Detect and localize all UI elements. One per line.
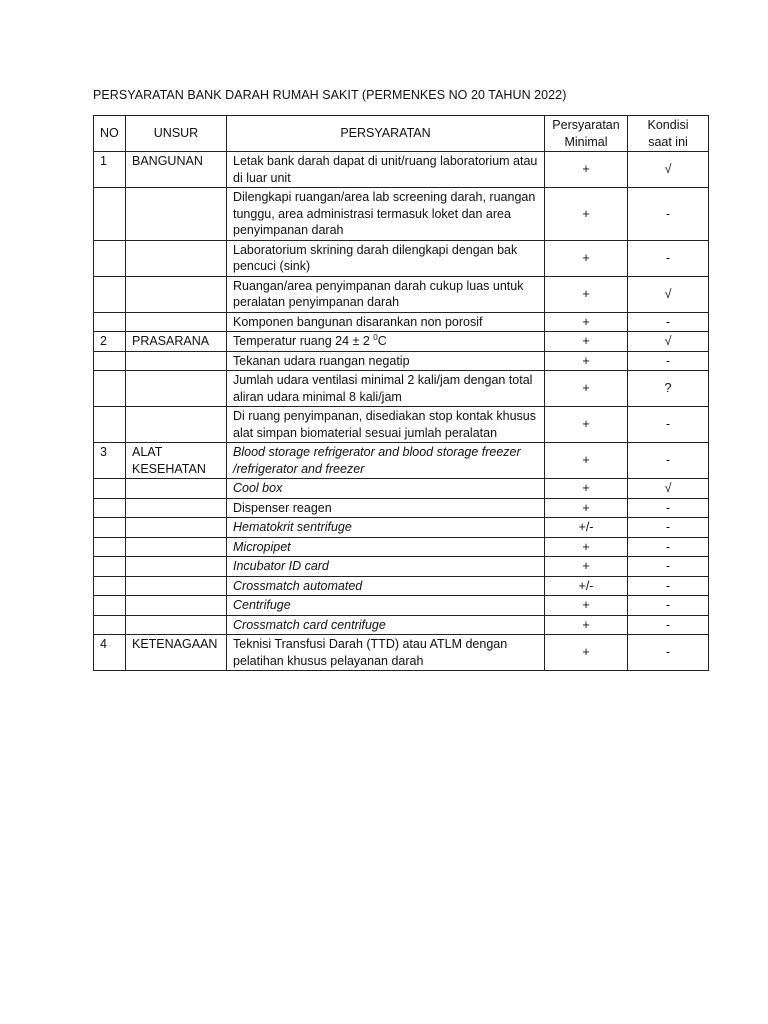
header-persyaratan: PERSYARATAN (227, 116, 545, 152)
row-unsur: BANGUNAN (126, 152, 227, 188)
row-no (94, 371, 126, 407)
row-no (94, 518, 126, 538)
row-unsur (126, 276, 227, 312)
row-no (94, 276, 126, 312)
table-row (94, 240, 709, 276)
row-kondisi-saat-ini: √ (628, 479, 709, 499)
requirements-table (93, 115, 709, 671)
row-persyaratan: Komponen bangunan disarankan non porosif (227, 312, 545, 332)
table-row (94, 596, 709, 616)
row-persyaratan: Dispenser reagen (227, 498, 545, 518)
row-persyaratan-minimal: + (545, 152, 628, 188)
row-persyaratan-minimal: + (545, 371, 628, 407)
row-unsur (126, 240, 227, 276)
row-persyaratan: Tekanan udara ruangan negatip (227, 351, 545, 371)
row-persyaratan: Micropipet (227, 537, 545, 557)
table-row (94, 537, 709, 557)
row-persyaratan-minimal: + (545, 240, 628, 276)
row-no (94, 312, 126, 332)
table-row (94, 332, 709, 352)
row-kondisi-saat-ini: - (628, 537, 709, 557)
row-kondisi-saat-ini: - (628, 615, 709, 635)
row-unsur (126, 557, 227, 577)
table-row (94, 407, 709, 443)
row-kondisi-saat-ini: - (628, 351, 709, 371)
row-unsur (126, 537, 227, 557)
row-persyaratan: Crossmatch card centrifuge (227, 615, 545, 635)
table-row (94, 371, 709, 407)
row-persyaratan-minimal: + (545, 557, 628, 577)
row-no (94, 240, 126, 276)
document-title: PERSYARATAN BANK DARAH RUMAH SAKIT (PERMENKES NO 20 TAHUN 2022) (93, 88, 567, 102)
table-row (94, 188, 709, 241)
row-persyaratan-minimal: + (545, 443, 628, 479)
row-kondisi-saat-ini: - (628, 635, 709, 671)
row-no (94, 596, 126, 616)
row-unsur (126, 576, 227, 596)
row-persyaratan: Blood storage refrigerator and blood storage freezer /refrigerator and freezer (227, 443, 545, 479)
row-persyaratan-minimal: + (545, 615, 628, 635)
row-unsur (126, 518, 227, 538)
table-row (94, 635, 709, 671)
row-kondisi-saat-ini: √ (628, 332, 709, 352)
row-persyaratan-minimal: + (545, 332, 628, 352)
row-no: 3 (94, 443, 126, 479)
row-unsur (126, 479, 227, 499)
table-row (94, 351, 709, 371)
row-no: 2 (94, 332, 126, 352)
table-row (94, 443, 709, 479)
row-unsur (126, 188, 227, 241)
row-persyaratan: Ruangan/area penyimpanan darah cukup luas untuk peralatan penyimpanan darah (227, 276, 545, 312)
table-row (94, 498, 709, 518)
row-kondisi-saat-ini: - (628, 188, 709, 241)
table-row (94, 152, 709, 188)
row-persyaratan-minimal: + (545, 498, 628, 518)
table-row (94, 576, 709, 596)
row-kondisi-saat-ini: - (628, 576, 709, 596)
row-unsur (126, 498, 227, 518)
row-persyaratan: Laboratorium skrining darah dilengkapi dengan bak pencuci (sink) (227, 240, 545, 276)
row-no (94, 351, 126, 371)
table-row (94, 615, 709, 635)
row-no (94, 557, 126, 577)
row-persyaratan-minimal: + (545, 276, 628, 312)
row-persyaratan: Hematokrit sentrifuge (227, 518, 545, 538)
row-persyaratan: Cool box (227, 479, 545, 499)
row-persyaratan: Dilengkapi ruangan/area lab screening darah, ruangan tunggu, area administrasi termasuk loket dan area penyimpanan darah (227, 188, 545, 241)
row-persyaratan-minimal: + (545, 351, 628, 371)
row-persyaratan-minimal: + (545, 479, 628, 499)
table-row (94, 518, 709, 538)
row-persyaratan: Di ruang penyimpanan, disediakan stop kontak khusus alat simpan biomaterial sesuai jumlah peralatan (227, 407, 545, 443)
header-unsur: UNSUR (126, 116, 227, 152)
row-no: 4 (94, 635, 126, 671)
table-row (94, 479, 709, 499)
row-kondisi-saat-ini: - (628, 498, 709, 518)
unit-text: C (377, 334, 387, 348)
row-persyaratan-minimal: + (545, 407, 628, 443)
row-kondisi-saat-ini: √ (628, 276, 709, 312)
row-no (94, 537, 126, 557)
row-kondisi-saat-ini: - (628, 240, 709, 276)
row-persyaratan-minimal: + (545, 635, 628, 671)
header-persyaratan-minimal: Persyaratan Minimal (545, 116, 628, 152)
row-persyaratan: Letak bank darah dapat di unit/ruang laboratorium atau di luar unit (227, 152, 545, 188)
row-kondisi-saat-ini: - (628, 596, 709, 616)
degree-superscript: 0 (373, 332, 378, 342)
row-kondisi-saat-ini: - (628, 312, 709, 332)
row-kondisi-saat-ini: - (628, 443, 709, 479)
row-persyaratan: Incubator ID card (227, 557, 545, 577)
row-no (94, 498, 126, 518)
row-unsur (126, 615, 227, 635)
row-kondisi-saat-ini: - (628, 518, 709, 538)
row-persyaratan (227, 332, 545, 352)
row-kondisi-saat-ini: - (628, 407, 709, 443)
row-persyaratan: Crossmatch automated (227, 576, 545, 596)
header-kondisi-saat-ini: Kondisi saat ini (628, 116, 709, 152)
table-row (94, 557, 709, 577)
row-unsur (126, 312, 227, 332)
table-header-row (94, 116, 709, 152)
row-persyaratan-minimal: + (545, 537, 628, 557)
row-no (94, 576, 126, 596)
row-unsur: ALAT KESEHATAN (126, 443, 227, 479)
row-no (94, 479, 126, 499)
row-unsur (126, 371, 227, 407)
header-no: NO (94, 116, 126, 152)
row-persyaratan: Jumlah udara ventilasi minimal 2 kali/jam dengan total aliran udara minimal 8 kali/jam (227, 371, 545, 407)
row-persyaratan-minimal: +/- (545, 576, 628, 596)
table-row (94, 276, 709, 312)
table-body (94, 152, 709, 671)
row-unsur: PRASARANA (126, 332, 227, 352)
table-row (94, 312, 709, 332)
persyaratan-text: Temperatur ruang 24 ± 2 (233, 334, 370, 348)
row-no (94, 407, 126, 443)
row-persyaratan: Centrifuge (227, 596, 545, 616)
row-persyaratan-minimal: + (545, 188, 628, 241)
row-kondisi-saat-ini: √ (628, 152, 709, 188)
row-persyaratan-minimal: +/- (545, 518, 628, 538)
row-no (94, 615, 126, 635)
row-no: 1 (94, 152, 126, 188)
row-no (94, 188, 126, 241)
row-persyaratan-minimal: + (545, 312, 628, 332)
row-persyaratan-minimal: + (545, 596, 628, 616)
row-persyaratan: Teknisi Transfusi Darah (TTD) atau ATLM dengan pelatihan khusus pelayanan darah (227, 635, 545, 671)
row-kondisi-saat-ini: - (628, 557, 709, 577)
row-unsur: KETENAGAAN (126, 635, 227, 671)
row-unsur (126, 351, 227, 371)
row-unsur (126, 407, 227, 443)
row-kondisi-saat-ini: ? (628, 371, 709, 407)
row-unsur (126, 596, 227, 616)
